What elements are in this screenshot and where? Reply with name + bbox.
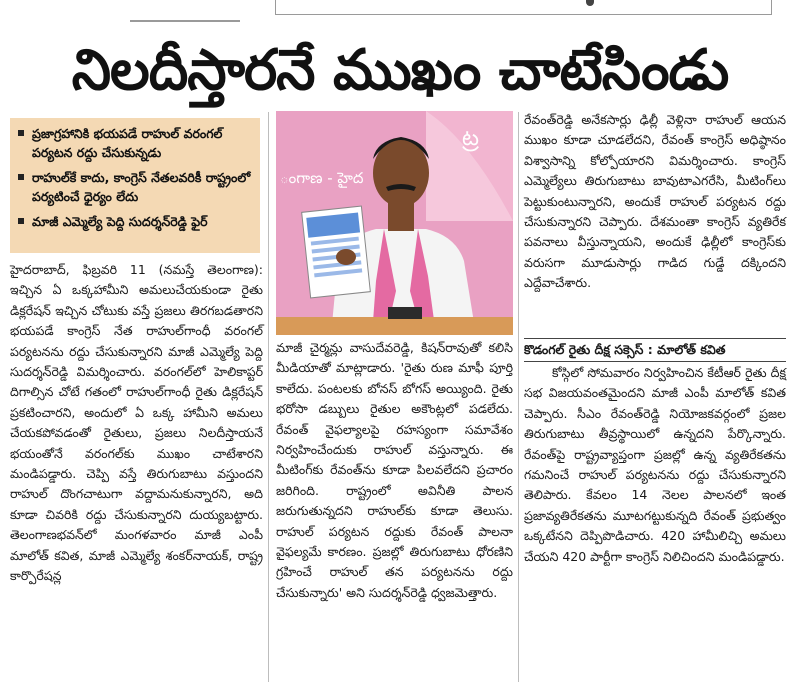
summary-point: మాజీ ఎమ్మెల్యే పెద్ది సుదర్శన్‌రెడ్డి ఫైర్	[18, 212, 254, 231]
summary-point: రాహుల్‌కే కాదు, కాంగ్రెస్ నేతలవరికీ రాష్ట్రంలో పర్యటించే ధైర్యం లేదు	[18, 168, 254, 206]
subheading: కొడంగల్ రైతు దీక్ష సక్సెస్ : మాలోత్ కవిత	[524, 338, 786, 362]
article-column-3	[524, 110, 786, 294]
column-divider	[518, 112, 519, 682]
photo-backdrop-text: ంగాణ - హైద	[280, 169, 364, 187]
article-paragraph: కోస్గిలో సోమవారం నిర్వహించిన కేటీఆర్ రైతు దీక్ష సభ విజయవంతమైందని మాజీ ఎంపీ మాలోత్ కవిత చెప్పారు. సీఎం రేవంత్‌రెడ్డి నియోజకవర్గంలో ప్రజల తిరుగుబాటు తీవ్రస్థాయిలో ఉన్నదని పేర్కొన్నారు. రేవంత్‌పై రాష్ట్రవ్యాప్తంగా ప్రజల్లో ఉన్న వ్యతిరేకతను గమనించే రాహుల్ పర్యటనను రద్దు చేసుకున్నారని తెలిపారు. కేవలం 14 నెలల పాలనలో ఇంత ప్రజావ్యతిరేకతను మూటగట్టుకున్నది రేవంత్ ప్రభుత్వం ఒక్కటేనని దెప్పిపొడిచారు. 420 హామీలిచ్చి అమలు చేయని 420 పార్టీగా కాంగ్రెస్ నిలిచిందని మండిపడ్డారు.	[524, 365, 786, 564]
photo-backdrop-text: ట్ర	[462, 126, 479, 151]
article-column-3-continued	[524, 363, 786, 567]
summary-box	[10, 118, 260, 253]
top-rule-left	[130, 0, 240, 22]
article-column-2	[276, 338, 513, 603]
summary-point: ప్రజాగ్రహానికి భయపడే రాహుల్ వరంగల్ పర్యటన రద్దు చేసుకున్నడు	[18, 124, 254, 162]
column-divider	[268, 112, 269, 682]
article-paragraph: మాజీ చైర్మన్లు వాసుదేవరెడ్డి, కిషన్‌రావుతో కలిసి మీడియాతో మాట్లాడారు. 'రైతు రుణ మాఫీ పూర్తి కాలేదు. పంటలకు బోనస్ బోగస్ అయ్యింది. రైతు భరోసా డబ్బులు రైతుల అకౌంట్లలో పడలేదు. రేవంత్ వైఫల్యాలపై రహస్యంగా సమావేశం నిర్వహించేందుకు రాహుల్ వస్తున్నారు. ఈ మీటింగ్‌కు రేవంత్‌ను కూడా పిలవలేదని ప్రచారం జరిగింది. రాష్ట్రంలో అవినీతి పాలన జరుగుతున్నదని రాహుల్‌కు కూడా తెలుసు. రాహుల్ పర్యటన రద్దుకు రేవంత్ పాలనా వైఫల్యమే కారణం. ప్రజల్లో తిరుగుబాటు ధోరణిని గ్రహించే రాహుల్ తన పర్యటనను రద్దు చేసుకున్నారు' అని సుదర్శన్‌రెడ్డి ధ్వజమెత్తారు.	[276, 340, 513, 600]
article-paragraph: హైదరాబాద్, ఫిబ్రవరి 11 (నమస్తే తెలంగాణ): ఇచ్చిన ఏ ఒక్కహామీని అమలుచేయకుండా రైతు డిక్లరేషన్ ఇచ్చిన చోటుకు వస్తే ప్రజలు తిరగబడతారని భయపడే కాంగ్రెస్ నేత రాహుల్‌గాంధీ వరంగల్ పర్యటనను రద్దు చేసుకున్నారని మాజీ ఎమ్మెల్యే పెద్ది సుదర్శన్‌రెడ్డి విమర్శించారు. వరంగల్‌లో హెలికాప్టర్ దిగాల్సిన చోటే గతంలో రాహుల్‌గాంధీ రైతు డిక్లరేషన్ ప్రకటించారని, అందులో ఏ ఒక్క హామీని అమలు చేయకపోవడంతో రైతులు, ప్రజలు నిలదీస్తాయనే భయంతోనే వరంగల్‌కు ముఖం చాటేశారని మండిపడ్డారు. చెప్పి వస్తే తిరుగుబాటు వస్తుందని రాహుల్ దొంగచాటుగా వద్దామనుకున్నారని, అది కూడా చివరికి రద్దు చేసుకున్నారని దుయ్యబట్టారు. తెలంగాణభవన్‌లో మంగళవారం మాజీ ఎంపీ మాలోత్ కవిత, మాజీ ఎమ్మెల్యే శంకర్‌నాయక్, రాష్ట్ర కార్పొరేషన్ల	[10, 262, 263, 584]
headline: నిలదీస్తారనే ముఖం చాటేసిండు	[71, 38, 729, 103]
article-column-1	[10, 260, 263, 587]
article-paragraph: రేవంత్‌రెడ్డి అనేకసార్లు ఢిల్లీ వెళ్లినా రాహుల్ ఆయన ముఖం కూడా చూడలేదని, రేవంత్ కాంగ్రెస్ అధిష్ఠానం విశ్వాసాన్ని కోల్పోయారని విమర్శించారు. కాంగ్రెస్ ఎమ్మెల్యేలు తిరుగుబాటు బావుటాఎగరేసి, మీటింగ్‌లు పెట్టుకుంటున్నారని, అందుకే రాహుల్ పర్యటన రద్దు చేసుకున్నారని చెప్పారు. దేశమంతా కాంగ్రెస్ వ్యతిరేక పవనాలు వీస్తున్నాయని, అందుకే ఢిల్లీలో కాంగ్రెస్‌కు వరుసగా మూడుసార్లు గాడిద గుడ్డే దక్కిందని ఎద్దేవాచేశారు.	[524, 112, 786, 291]
news-photo	[276, 111, 513, 335]
top-box-mark	[586, 0, 594, 6]
top-box-fragment	[275, 0, 772, 15]
